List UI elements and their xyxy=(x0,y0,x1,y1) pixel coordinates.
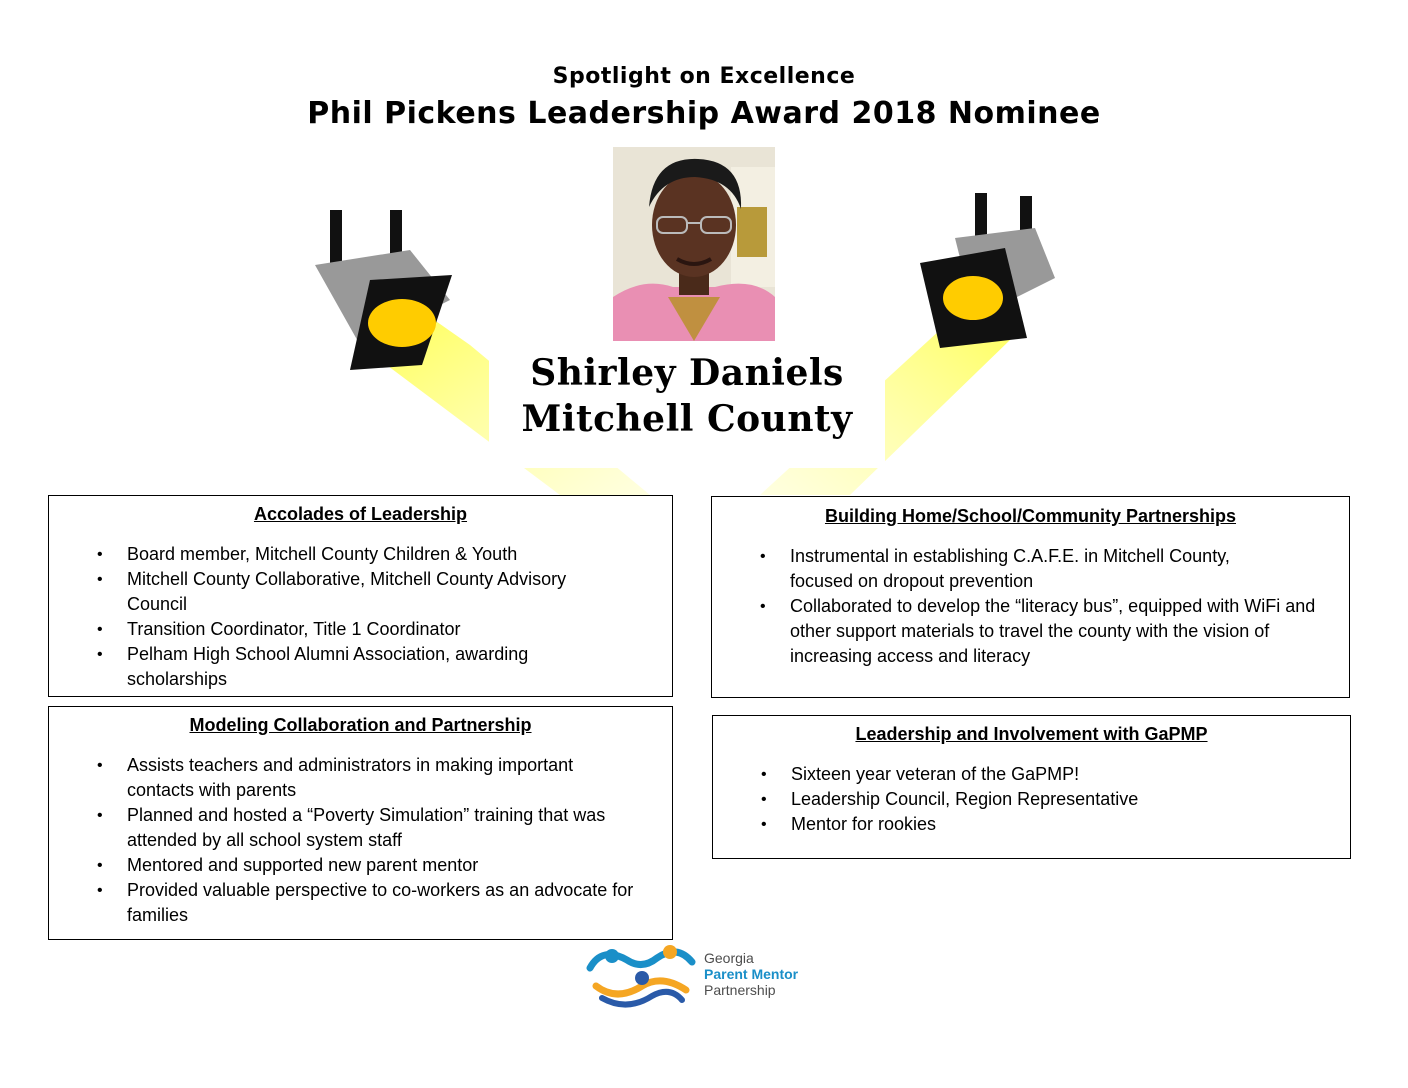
list-item: • Transition Coordinator, Title 1 Coordinator xyxy=(127,617,652,642)
accolades-list xyxy=(127,542,652,692)
list-item: • Instrumental in establishing C.A.F.E. in Mitchell County, focused on dropout prevention xyxy=(790,544,1329,594)
nominee-name-block xyxy=(489,350,885,468)
list-item: • Planned and hosted a “Poverty Simulation” training that was attended by all school system staff xyxy=(127,803,652,853)
subtitle: Spotlight on Excellence xyxy=(552,64,856,89)
list-item: • Board member, Mitchell County Children & Youth xyxy=(127,542,652,567)
partnerships-heading: Building Home/School/Community Partnerships xyxy=(824,506,1237,526)
modeling-heading: Modeling Collaboration and Partnership xyxy=(189,715,532,735)
nominee-name: Shirley Daniels xyxy=(530,352,844,394)
page-title: Phil Pickens Leadership Award 2018 Nominee xyxy=(307,96,1101,131)
gapmp-section xyxy=(712,715,1351,859)
partnerships-section xyxy=(711,496,1350,698)
logo-line-3: Partnership xyxy=(704,982,776,998)
accolades-heading: Accolades of Leadership xyxy=(253,504,468,524)
list-item: • Collaborated to develop the “literacy bus”, equipped with WiFi and other support materials to travel the county with the vision of increasing access and literacy xyxy=(790,594,1329,669)
gapmp-logo xyxy=(582,938,828,1012)
list-item: • Sixteen year veteran of the GaPMP! xyxy=(791,762,1330,787)
gapmp-list xyxy=(791,762,1330,837)
list-item: • Mentored and supported new parent mentor xyxy=(127,853,652,878)
left-spotlight-icon xyxy=(300,205,470,385)
gapmp-logo-mark-icon xyxy=(582,938,702,1012)
logo-text xyxy=(704,950,798,998)
list-item: • Mentor for rookies xyxy=(791,812,1330,837)
nominee-photo xyxy=(613,147,775,341)
nominee-county: Mitchell County xyxy=(521,398,853,440)
modeling-section xyxy=(48,706,673,940)
right-spotlight-icon xyxy=(915,188,1065,358)
list-item: • Mitchell County Collaborative, Mitchell County Advisory Council xyxy=(127,567,652,617)
logo-line-2: Parent Mentor xyxy=(704,966,799,982)
list-item: • Leadership Council, Region Representative xyxy=(791,787,1330,812)
modeling-list xyxy=(127,753,652,928)
partnerships-list xyxy=(790,544,1329,669)
logo-line-1: Georgia xyxy=(704,950,754,966)
list-item: • Pelham High School Alumni Association, awarding scholarships xyxy=(127,642,652,692)
list-item: • Provided valuable perspective to co-workers as an advocate for families xyxy=(127,878,652,928)
list-item: • Assists teachers and administrators in making important contacts with parents xyxy=(127,753,652,803)
gapmp-heading: Leadership and Involvement with GaPMP xyxy=(855,724,1208,744)
accolades-section xyxy=(48,495,673,697)
